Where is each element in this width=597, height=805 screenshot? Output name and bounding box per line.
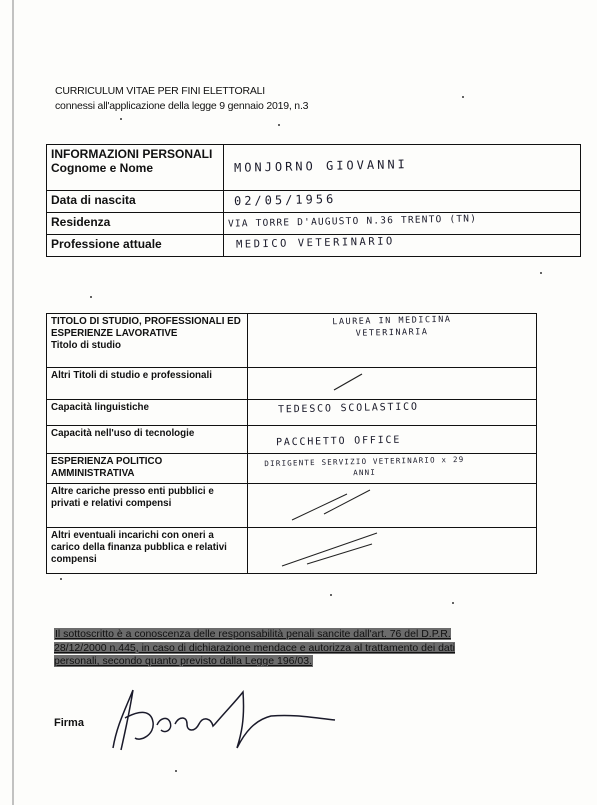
scan-speck [60,578,62,580]
political-experience-value: DIRIGENTE SERVIZIO VETERINARIO x 29 ANNI [263,454,465,478]
scan-speck [90,296,92,298]
scan-speck [462,96,464,98]
scan-speck [330,594,332,596]
personal-info-title: INFORMAZIONI PERSONALI [51,147,213,161]
degree-cell [247,314,536,368]
political-experience-cell [247,454,536,484]
scan-speck [175,770,177,772]
consent-notice [54,628,494,669]
profession-cell [224,235,581,257]
political-experience-label: ESPERIENZA POLITICO AMMINISTRATIVA [47,454,248,484]
strike-mark-icon [252,370,502,394]
document-title: CURRICULUM VITAE PER FINI ELETTORALI [55,85,266,97]
other-offices-cell [247,484,536,528]
name-cell [224,145,581,191]
other-assignments-cell [247,528,536,574]
scan-speck [452,602,454,604]
personal-info-header-cell [47,145,224,191]
residence-cell [224,213,581,235]
scan-speck [120,118,122,120]
degree-label: Titolo di studio [51,340,122,352]
signature-label: Firma [54,717,84,729]
technology-value: PACCHETTO OFFICE [275,434,401,449]
other-titles-cell [247,368,536,400]
other-assignments-label: Altri eventuali incarichi con oneri a carico della finanza pubblica e relativi compensi [47,528,248,574]
strike-mark-icon [252,530,502,568]
residence-label: Residenza [47,213,224,235]
name-label: Cognome e Nome [51,161,154,175]
handwritten-signature [95,680,345,755]
strike-mark-icon [252,486,502,522]
consent-notice-text: Il sottoscritto è a conoscenza delle responsabilità penali sancite dall'art. 76 del D.P.R. 28/12/2000 n.445, in caso di dichiarazione mendace e autorizza al trattamento dei dati personali, secondo quanto previsto dalla Legge 196/03. [54,628,456,668]
name-value: MONJORNO GIOVANNI [233,157,408,175]
birth-cell [224,191,581,213]
residence-value: VIA TORRE D'AUGUSTO N.36 TRENTO (TN) [227,213,478,230]
profession-label: Professione attuale [47,235,224,257]
studies-header-cell [47,314,248,368]
document-subtitle: connessi all'applicazione della legge 9 gennaio 2019, n.3 [55,100,309,113]
degree-value: LAUREA IN MEDICINA VETERINARIA [332,314,452,339]
languages-cell [247,400,536,426]
birth-label: Data di nascita [47,191,224,213]
profession-value: MEDICO VETERINARIO [235,235,395,251]
personal-info-table [46,144,581,257]
other-titles-label: Altri Titoli di studio e professionali [47,368,248,400]
studies-title: TITOLO DI STUDIO, PROFESSIONALI ED ESPERIENZE LAVORATIVE [51,316,241,340]
birth-value: 02/05/1956 [233,191,337,209]
languages-value: TEDESCO SCOLASTICO [277,401,419,416]
studies-table [46,313,537,574]
technology-cell [247,426,536,454]
scan-speck [540,272,542,274]
languages-label: Capacità linguistiche [47,400,248,426]
document-header [55,84,308,114]
other-offices-label: Altre cariche presso enti pubblici e privati e relativi compensi [47,484,248,528]
technology-label: Capacità nell'uso di tecnologie [47,426,248,454]
scan-speck [278,124,280,126]
scan-edge-line [12,0,14,805]
